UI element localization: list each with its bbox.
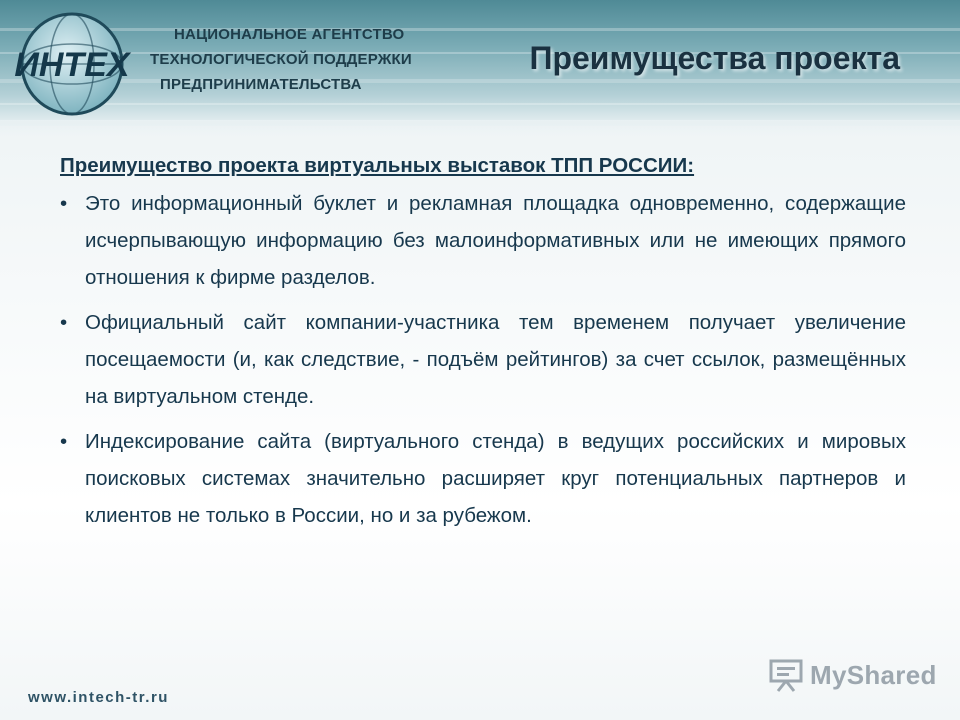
agency-line: ПРЕДПРИНИМАТЕЛЬСТВА [160, 76, 362, 93]
bullet-item [60, 423, 906, 534]
bullet-item [60, 304, 906, 415]
watermark-text: MyShared [810, 660, 937, 690]
bullet-text: Официальный сайт компании-участника тем временем получает увеличение посещаемости (и, как следствие, - подъём рейтингов) за счет ссылок, размещённых на виртуальном стенде. [85, 311, 906, 408]
header-streak [0, 79, 960, 83]
bullet-icon: • [60, 430, 68, 453]
slide-title: Преимущества проекта [529, 40, 900, 76]
subheading: Преимущество проекта виртуальных выставок ТПП РОССИИ: [60, 154, 695, 177]
header-streak [0, 28, 960, 31]
intech-logo [14, 8, 134, 120]
presentation-icon [768, 658, 804, 692]
bullet-icon: • [60, 192, 68, 215]
agency-line: НАЦИОНАЛЬНОЕ АГЕНТСТВО [174, 26, 405, 43]
svg-text:ИНТЕХ: ИНТЕХ [14, 46, 130, 84]
slide-body [60, 150, 906, 542]
bullet-text: Это информационный буклет и рекламная площадка одновременно, содержащие исчерпывающую информацию без малоинформативных или не имеющих прямого отношения к фирме разделов. [85, 192, 906, 289]
bullet-text: Индексирование сайта (виртуального стенда) в ведущих российских и мировых поисковых системах значительно расширяет круг потенциальных партнеров и клиентов не только в России, но и за рубежом. [85, 430, 906, 527]
header-streak [0, 103, 960, 105]
bullet-item [60, 185, 906, 296]
bullet-icon: • [60, 311, 68, 334]
watermark [768, 656, 938, 696]
header-fade [0, 120, 960, 136]
agency-name [150, 22, 420, 97]
footer-url: www.intech-tr.ru [28, 689, 169, 706]
agency-line: ТЕХНОЛОГИЧЕСКОЙ ПОДДЕРЖКИ [150, 51, 412, 68]
